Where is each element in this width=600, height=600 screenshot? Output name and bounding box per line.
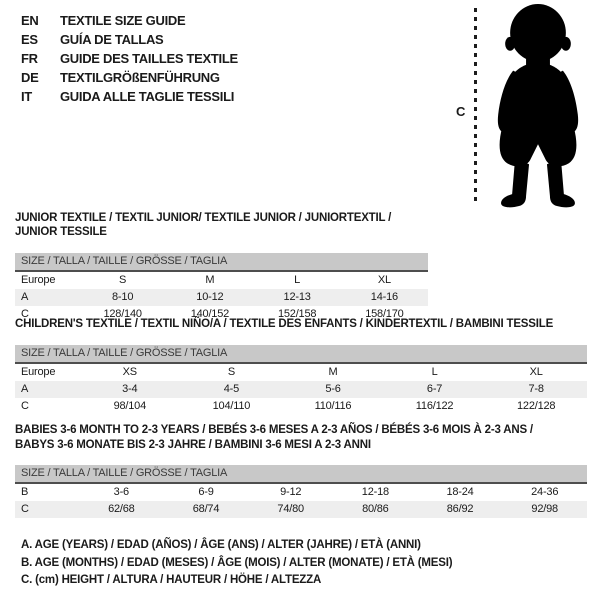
language-code: EN (21, 13, 39, 28)
table-cell: 98/104 (113, 400, 147, 412)
row-label: A (21, 291, 29, 303)
table-title: CHILDREN'S TEXTILE / TEXTIL NIÑO/A / TEXTILE DES ENFANTS / KINDERTEXTIL / BAMBINI TESSILE (15, 318, 554, 330)
row-label: A (21, 383, 29, 395)
table-cell: 152/158 (277, 308, 317, 320)
table-cell: 3-4 (122, 383, 138, 395)
table-cell: 86/92 (446, 503, 474, 515)
size-header-bar: SIZE / TALLA / TAILLE / GRÖSSE / TAGLIA (15, 345, 587, 364)
row-label: C (21, 308, 29, 320)
row-label: Europe (21, 274, 56, 286)
junior-textile-section (15, 211, 428, 323)
table-cell: 74/80 (277, 503, 304, 515)
table-cell: 3-6 (113, 486, 129, 498)
children-textile-section (15, 317, 587, 415)
table-row (15, 398, 587, 415)
table-cell: XL (529, 366, 543, 378)
table-cell: 12-13 (283, 291, 311, 303)
table-cell: 158/170 (365, 308, 404, 320)
table-title: BABIES 3-6 MONTH TO 2-3 YEARS / BEBÉS 3-6 MESES A 2-3 AÑOS / BÉBÉS 3-6 MOIS À 2-3 ANS / BABYS 3-6 MONATE BIS 2-3 JAHRE / BAMBINI 3-6 MESI A 2-3 ANNI (15, 424, 533, 451)
language-row (21, 49, 238, 68)
table-row (15, 484, 587, 501)
table-row (15, 289, 428, 306)
table-cell: 14-16 (370, 291, 398, 303)
language-code: DE (21, 70, 39, 85)
table-body (15, 484, 587, 518)
language-row (21, 30, 238, 49)
table-cell: 122/128 (516, 400, 556, 412)
table-cell: 128/140 (103, 308, 142, 320)
table-cell: 92/98 (531, 503, 558, 515)
height-measure-label: C (456, 104, 466, 119)
language-code: FR (21, 51, 38, 66)
table-cell: 80/86 (362, 503, 389, 515)
table-cell: 9-12 (280, 486, 302, 498)
table-cell: 110/116 (314, 400, 352, 412)
language-label: TEXTILE SIZE GUIDE (60, 13, 186, 28)
row-label: B (21, 486, 29, 498)
table-cell: 6-7 (426, 383, 443, 395)
note-line: C. (cm) HEIGHT / ALTURA / HAUTEUR / HÖHE / ALTEZZA (21, 574, 322, 586)
table-cell: 104/110 (212, 400, 251, 412)
table-cell: 12-18 (361, 486, 389, 498)
table-cell: 24-36 (531, 486, 559, 498)
note-line: B. AGE (MONTHS) / EDAD (MESES) / ÂGE (MOIS) / ALTER (MONATE) / ETÀ (MESI) (21, 556, 453, 569)
table-cell: L (431, 366, 438, 378)
table-cell: 8-10 (112, 291, 134, 303)
row-label: Europe (21, 366, 56, 378)
language-list (21, 11, 238, 106)
table-cell: 116/122 (415, 400, 454, 412)
row-label: C (21, 400, 29, 412)
table-title: JUNIOR TEXTILE / TEXTIL JUNIOR/ TEXTILE JUNIOR / JUNIORTEXTIL / JUNIOR TESSILE (15, 212, 392, 238)
table-cell: S (227, 366, 235, 378)
table-row (15, 272, 428, 289)
table-cell: 68/74 (192, 503, 220, 515)
table-cell: 6-9 (198, 486, 214, 498)
language-label: GUIDE DES TAILLES TEXTILE (60, 51, 238, 66)
language-row (21, 11, 238, 30)
table-body (15, 272, 428, 323)
language-label: GUIDA ALLE TAGLIE TESSILI (60, 89, 235, 104)
language-label: GUÍA DE TALLAS (60, 32, 164, 47)
language-code: ES (21, 32, 38, 47)
table-cell: 140/152 (190, 308, 230, 320)
size-header-bar: SIZE / TALLA / TAILLE / GRÖSSE / TAGLIA (15, 465, 587, 484)
size-header-bar: SIZE / TALLA / TAILLE / GRÖSSE / TAGLIA (15, 253, 428, 272)
language-code: IT (21, 89, 32, 104)
row-label: C (21, 503, 29, 515)
language-row (21, 87, 238, 106)
table-cell: 7-8 (528, 383, 544, 395)
language-row (21, 68, 238, 87)
table-cell: 62/68 (108, 503, 135, 515)
table-row (15, 364, 587, 381)
table-cell: 5-6 (325, 383, 341, 395)
language-label: TEXTILGRÖßENFÜHRUNG (60, 70, 220, 85)
babies-textile-section (15, 423, 587, 518)
table-row (15, 381, 587, 398)
notes-list (21, 537, 452, 590)
table-cell: XS (122, 366, 137, 378)
height-dashed-line (474, 8, 477, 206)
table-cell: L (294, 274, 301, 286)
table-cell: M (205, 274, 215, 286)
note-line: A. AGE (YEARS) / EDAD (AÑOS) / ÂGE (ANS) / ALTER (JAHRE) / ETÀ (ANNI) (21, 539, 421, 551)
table-cell: XL (377, 274, 391, 286)
table-cell: 10-12 (196, 291, 224, 303)
table-body (15, 364, 587, 415)
baby-silhouette-icon (484, 3, 592, 208)
table-cell: S (119, 274, 127, 286)
table-row (15, 501, 587, 518)
table-cell: 4-5 (223, 383, 240, 395)
table-cell: 18-24 (446, 486, 474, 498)
table-cell: M (328, 366, 338, 378)
